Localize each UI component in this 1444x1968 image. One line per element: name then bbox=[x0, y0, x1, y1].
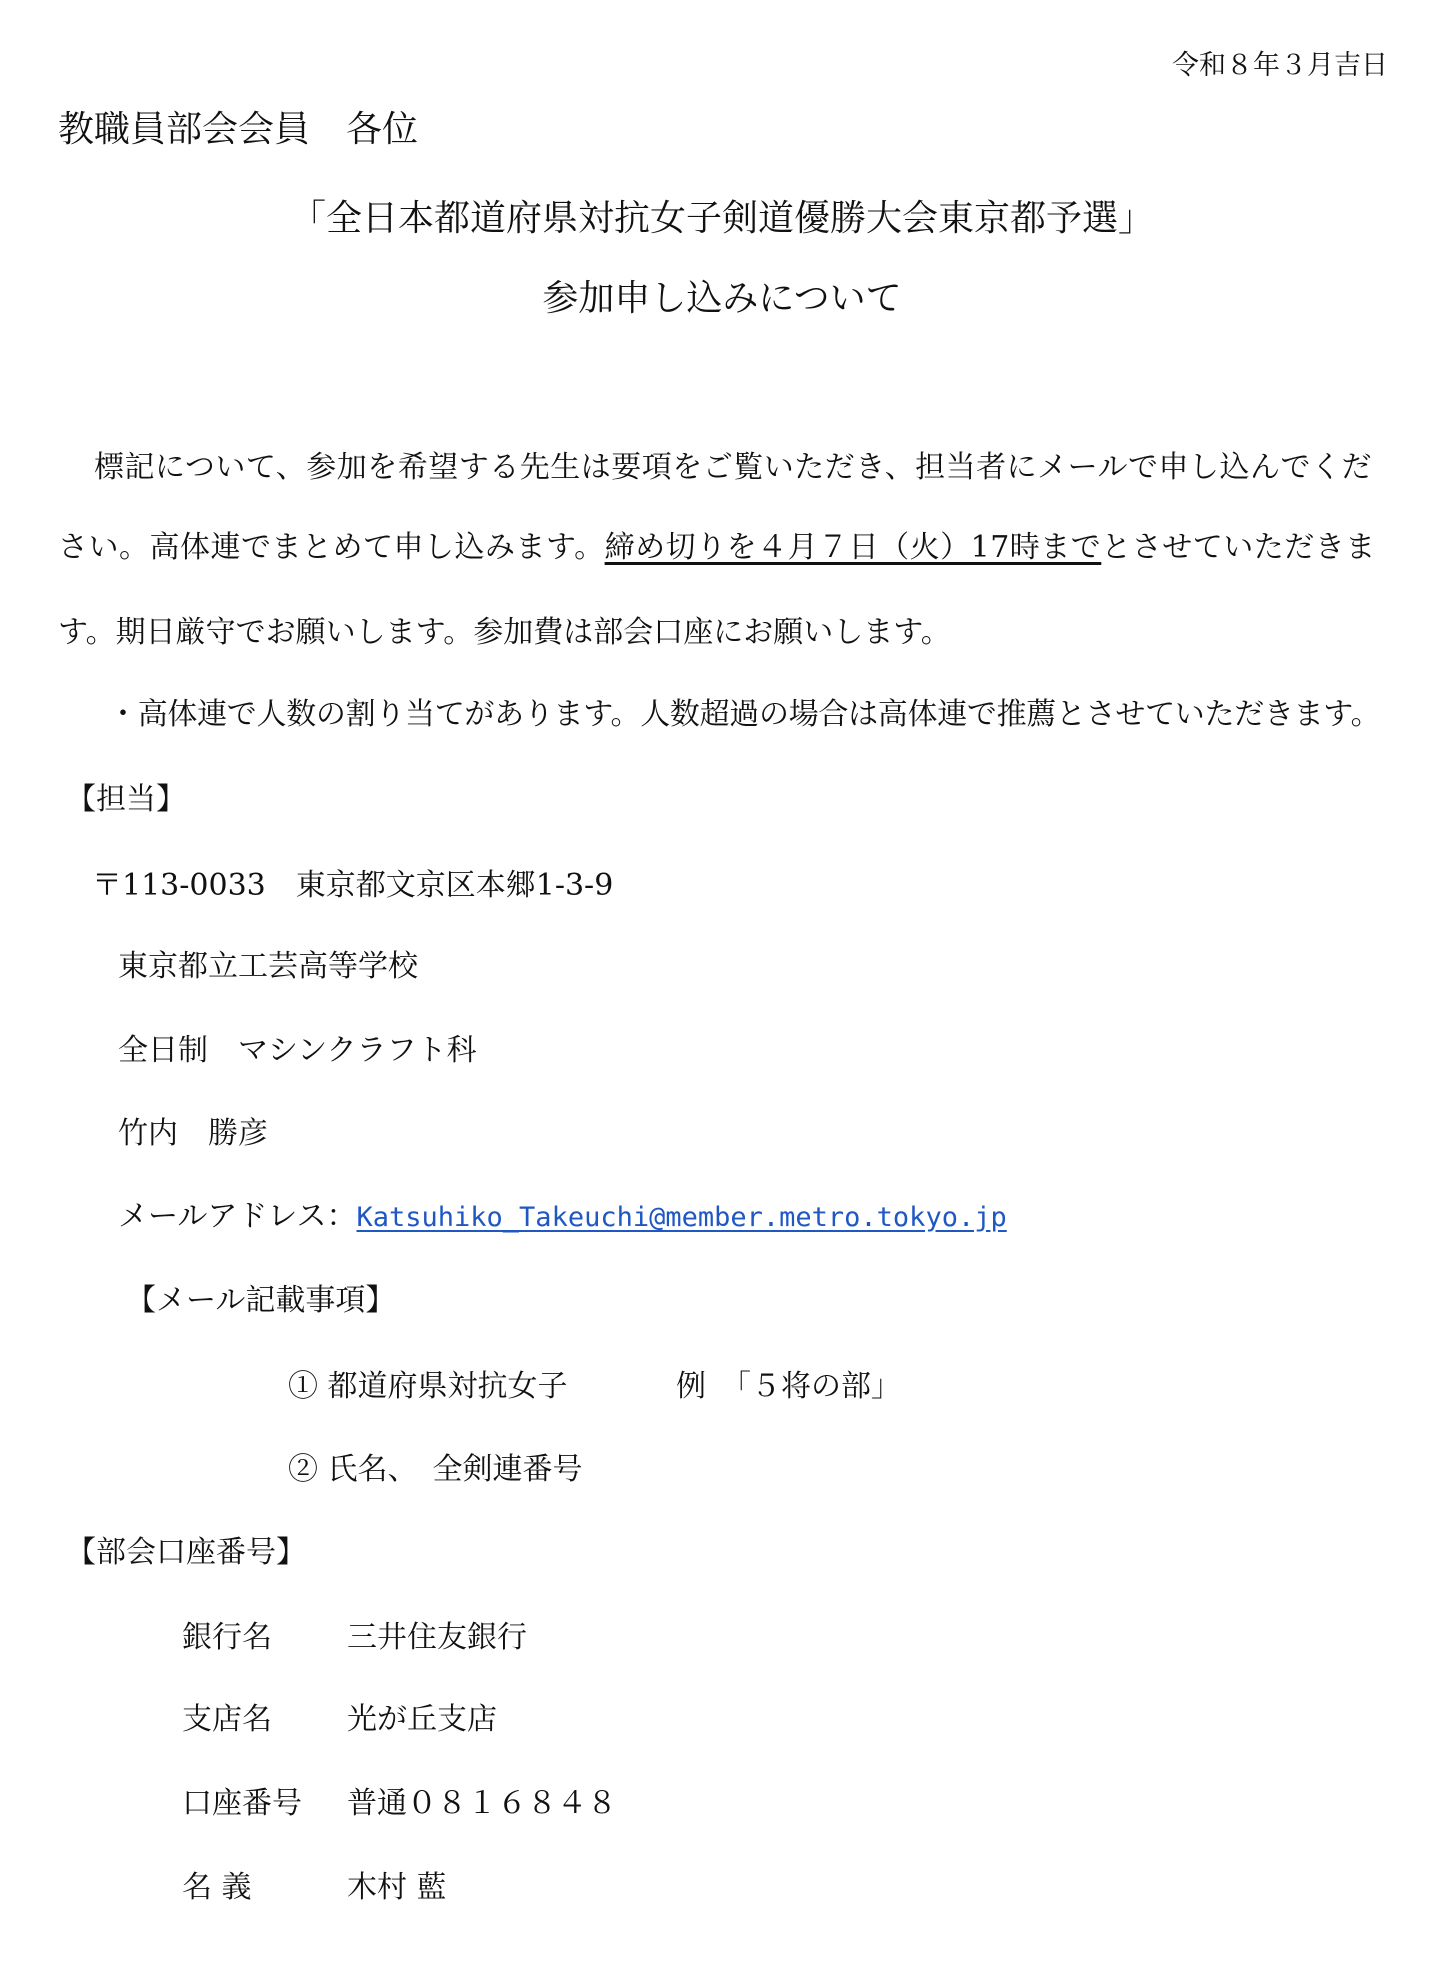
body-paragraph-line-2 bbox=[58, 530, 1376, 565]
deadline-text: 締め切りを４月７日（火）17時まで bbox=[604, 530, 1102, 565]
bank-label: 支店名 bbox=[182, 1702, 272, 1737]
bank-value: 普通０８１６８４８ bbox=[347, 1786, 617, 1821]
mail-items-heading: 【メール記載事項】 bbox=[126, 1283, 396, 1318]
bank-label: 口座番号 bbox=[182, 1786, 302, 1821]
bank-value: 光が丘支店 bbox=[347, 1702, 497, 1737]
document-date: 令和８年３月吉日 bbox=[1172, 50, 1388, 81]
bank-value: 木村 藍 bbox=[347, 1870, 447, 1905]
addressee: 教職員部会会員 各位 bbox=[58, 109, 419, 150]
contact-name: 竹内 勝彦 bbox=[118, 1116, 268, 1151]
contact-heading: 【担当】 bbox=[66, 782, 186, 817]
mail-item-1-text: ① 都道府県対抗女子 bbox=[288, 1369, 568, 1404]
bank-row-account-holder bbox=[182, 1870, 447, 1905]
body-text: さい。高体連でまとめて申し込みます。 bbox=[58, 530, 605, 565]
bank-row-bank-name bbox=[182, 1620, 527, 1655]
bank-label: 銀行名 bbox=[182, 1620, 272, 1655]
bank-heading: 【部会口座番号】 bbox=[66, 1535, 306, 1570]
document-title: 「全日本都道府県対抗女子剣道優勝大会東京都予選」 bbox=[289, 198, 1154, 239]
quota-note: ・高体連で人数の割り当てがあります。人数超過の場合は高体連で推薦とさせていただきます。 bbox=[108, 697, 1381, 732]
mail-item-2: ② 氏名、 全剣連番号 bbox=[288, 1452, 583, 1487]
body-paragraph-line-1: 標記について、参加を希望する先生は要項をご覧いただき、担当者にメールで申し込んでくだ bbox=[94, 450, 1372, 485]
bank-row-account-number bbox=[182, 1786, 617, 1821]
document-subtitle: 参加申し込みについて bbox=[542, 278, 902, 319]
email-row bbox=[118, 1199, 1007, 1234]
bank-label: 名 義 bbox=[182, 1870, 252, 1905]
school-name: 東京都立工芸高等学校 bbox=[118, 949, 418, 984]
body-text: とさせていただきま bbox=[1101, 530, 1376, 565]
body-paragraph-line-3: す。期日厳守でお願いします。参加費は部会口座にお願いします。 bbox=[58, 615, 951, 650]
mail-item-1-example: 例 「５将の部」 bbox=[676, 1369, 901, 1404]
postal-address: 〒113-0033 東京都文京区本郷1-3-9 bbox=[92, 868, 614, 903]
email-link[interactable]: Katsuhiko_Takeuchi@member.metro.tokyo.jp bbox=[356, 1202, 1007, 1233]
bank-value: 三井住友銀行 bbox=[347, 1620, 527, 1655]
email-label: メールアドレス： bbox=[118, 1199, 357, 1234]
mail-item-1 bbox=[288, 1369, 901, 1404]
bank-row-branch bbox=[182, 1702, 497, 1737]
department: 全日制 マシンクラフト科 bbox=[118, 1033, 477, 1068]
